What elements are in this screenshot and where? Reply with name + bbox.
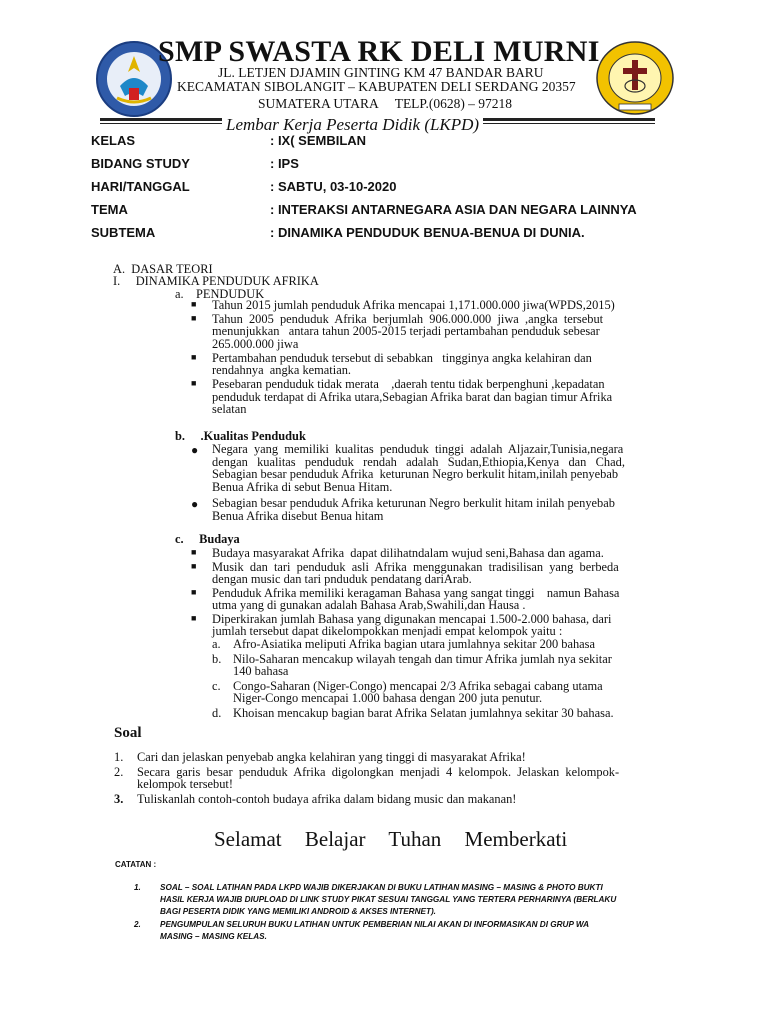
subsection-heading: b. .Kualitas Penduduk [175,429,306,443]
info-label: TEMA [91,202,128,217]
bullet-marker: ■ [191,378,197,388]
address-line-1: JL. LETJEN DJAMIN GINTING KM 47 BANDAR BARU [218,65,544,80]
info-value: : SABTU, 03-10-2020 [270,179,397,194]
list-item-text: 140 bahasa [233,664,289,678]
list-item-text: penduduk terdapat di Afrika utara,Sebagian Afrika barat dan bagian timur Afrika [212,389,613,404]
school-name: SMP SWASTA RK DELI MURNI [158,35,600,68]
list-item-number: b. [212,651,222,666]
soal-number: 2. [114,764,124,779]
list-item-text: Musik dan tari penduduk asli Afrika menggunakan tradisilisan yang berbeda [212,559,619,574]
info-label: KELAS [91,133,136,148]
bullet-marker: ■ [191,351,197,362]
bullet-marker: ■ [191,547,197,557]
bullet-marker: ■ [191,299,197,309]
subsection-heading: a. PENDUDUK [175,287,265,301]
list-item-number: c. [212,678,221,693]
list-item-text: dengan kualitas penduduk rendah adalah Sudan,Ethiopia,Kenya dan Chad, [212,454,625,469]
list-item-text: Pertambahan penduduk tersebut di sebabkan tingginya angka kelahiran dan [212,350,592,365]
info-value: : IPS [270,156,299,171]
soal-heading: Soal [114,725,142,741]
bullet-marker: ■ [191,612,197,623]
catatan-number: 1. [134,883,141,892]
bullet-marker: ■ [191,586,197,597]
bullet-marker: ■ [191,312,197,323]
list-item-text: Pesebaran penduduk tidak merata ,daerah tentu tidak berpenghuni ,kepadatan [212,377,605,391]
catatan-text: BAGI PESERTA DIDIK YANG MEMILIKI ANDROID & AKSES INTERNET). [160,907,436,916]
catatan-text: MASING – MASING KELAS. [160,932,267,941]
right-school-logo [595,40,675,116]
bullet-marker: ● [191,443,199,457]
list-item-text: rendahnya angka kematian. [212,363,351,377]
list-item-text: Niger-Congo mencapai 1.000 bahasa dengan 200 juta penutur. [233,691,543,705]
list-item-text: Diperkirakan jumlah Bahasa yang digunakan mencapai 1.500-2.000 bahasa, dari [212,611,612,626]
list-item-text: Budaya masyarakat Afrika dapat dilihatndalam wujud seni,Bahasa dan agama. [212,546,604,560]
info-value: : DINAMIKA PENDUDUK BENUA-BENUA DI DUNIA. [270,225,585,240]
list-item-text: 265.000.000 jiwa [212,336,299,351]
list-item-number: d. [212,705,222,720]
list-item-text: Afro-Asiatika meliputi Afrika bagian utara jumlahnya sekitar 200 bahasa [233,637,595,651]
list-item-text: menunjukkan antara tahun 2005-2015 terjadi pertambahan penduduk sebesar [212,324,600,338]
section-subheading: I. DINAMIKA PENDUDUK AFRIKA [113,274,319,288]
catatan-text: HASIL KERJA WAJIB DIUPLOAD DI LINK STUDY PIKAT SESUAI TANGGAL YANG TERTERA PERHARINYA (BERLAKU [160,895,617,904]
list-item-text: Sebagian besar penduduk Afrika keturunan Negro berkulit hitam inilah penyebab [212,496,615,510]
soal-number: 1. [114,750,124,764]
closing-greeting: Selamat Belajar Tuhan Memberkati [214,827,568,851]
catatan-label: CATATAN : [115,860,157,869]
list-item-text: Tahun 2015 jumlah penduduk Afrika mencapai 1,171.000.000 jiwa(WPDS,2015) [212,298,615,312]
soal-text: Tuliskanlah contoh-contoh budaya afrika dalam bidang music dan makanan! [137,791,517,806]
list-item-text: Benua Afrika di sebut Benua Hitam. [212,479,393,494]
info-value: : IX( SEMBILAN [270,133,367,148]
info-label: HARI/TANGGAL [91,179,190,194]
soal-number: 3. [114,791,124,806]
bullet-marker: ● [191,497,199,511]
list-item-text: Sebagian besar penduduk Afrika keturunan Negro berkulit hitam,inilah penyebab [212,467,619,481]
yayasan-katolik-logo-icon [595,40,675,116]
subsection-heading: c. Budaya [175,532,240,546]
list-item-text: selatan [212,402,247,416]
list-item-number: a. [212,637,221,651]
info-value: : INTERAKSI ANTARNEGARA ASIA DAN NEGARA LAINNYA [270,202,637,217]
list-item-text: utma yang di gunakan adalah Bahasa Arab,Swahili,dan Hausa . [212,598,526,612]
list-item-text: Nilo-Saharan mencakup wilayah tengah dan timur Afrika jumlah nya sekitar [233,651,612,666]
list-item-text: Penduduk Afrika memiliki keragaman Bahasa yang sangat tinggi namun Bahasa [212,585,620,600]
soal-text: Cari dan jelaskan penyebab angka kelahiran yang tinggi di masyarakat Afrika! [137,750,526,764]
info-label: BIDANG STUDY [91,156,190,171]
list-item-text: jumlah tersebut dapat dikelompokkan menjadi empat kelompok yaitu : [212,624,563,638]
catatan-text: SOAL – SOAL LATIHAN PADA LKPD WAJIB DIKERJAKAN DI BUKU LATIHAN MASING – MASING & PHOTO BUKTI [160,883,603,892]
list-item-text: Negara yang memiliki kualitas penduduk tinggi adalah Aljazair,Tunisia,negara [212,442,624,456]
bullet-marker: ■ [191,560,197,571]
list-item-text: Tahun 2005 penduduk Afrika berjumlah 906.000.000 jiwa ,angka tersebut [212,311,604,326]
section-heading: A. DASAR TEORI [113,262,213,276]
list-item-text: Khoisan mencakup bagian barat Afrika Selatan jumlahnya sekitar 30 bahasa. [233,705,614,720]
soal-text: Secara garis besar penduduk Afrika digolongkan menjadi 4 kelompok. Jelaskan kelompok- [137,764,620,779]
address-line-3: SUMATERA UTARA TELP.(0628) – 97218 [258,96,513,111]
list-item-text: dengan music dan tari pnduduk pendatang dariArab. [212,572,472,586]
soal-text: kelompok tersebut! [137,777,234,791]
list-item-text: Benua Afrika disebut Benua hitam [212,508,384,523]
catatan-number: 2. [134,920,141,929]
address-line-2: KECAMATAN SIBOLANGIT – KABUPATEN DELI SERDANG 20357 [177,79,576,94]
list-item-text: Congo-Saharan (Niger-Congo) mencapai 2/3 Afrika sebagai cabang utama [233,678,603,693]
info-label: SUBTEMA [91,225,156,240]
document-title: Lembar Kerja Peserta Didik (LKPD) [222,115,483,135]
catatan-text: PENGUMPULAN SELURUH BUKU LATIHAN UNTUK PEMBERIAN NILAI AKAN DI INFORMASIKAN DI GRUP WA [160,920,590,929]
